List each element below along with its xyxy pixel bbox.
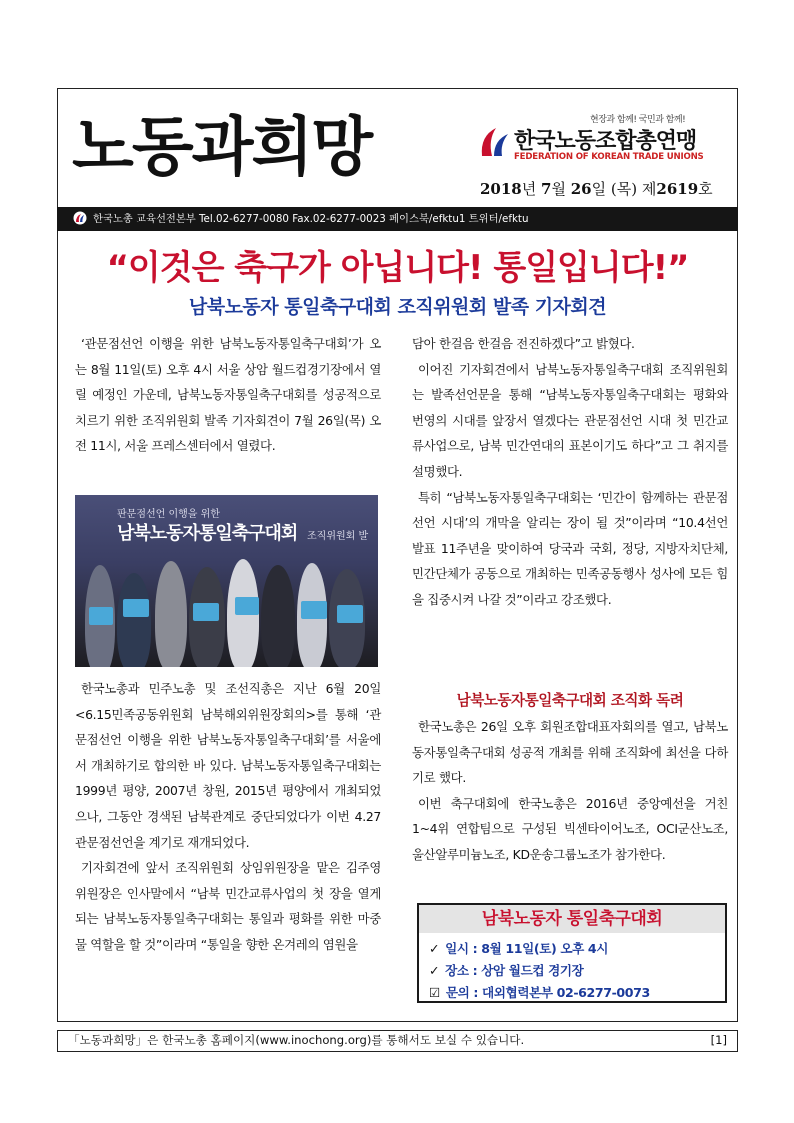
article-paragraph: 한국노총은 26일 오후 회원조합대표자회의를 열고, 남북노동자통일축구대회 성공적 개최를 위해 조직화에 최선을 다하기로 했다. <box>412 719 728 786</box>
photo-banner <box>75 505 378 545</box>
article-paragraph: ‘관문점선언 이행을 위한 남북노동자통일축구대회’가 오는 8월 11일(토) 오후 4시 서울 상암 월드컵경기장에서 열릴 예정인 가운데, 남북노동자통일축구대회를 성공적으로 치르기 위한 조직위원회 발족 기자회견이 7월 26일(목) 오전 11시, 서울 프레스센터에서 열렸다. <box>75 336 381 454</box>
event-venue-text: 장소 : 상암 월드컵 경기장 <box>445 963 584 978</box>
issue-month: 7 <box>541 180 552 198</box>
photo-sign <box>193 603 219 621</box>
article-paragraph: 한국노총과 민주노총 및 조선직총은 지난 6월 20일 <6.15민족공동위원회 남북해외위원장회의>를 통해 ‘관문점선언 이행을 위한 남북노동자통일축구대회’를 서울에서 개최하기로 합의한 바 있다. 남북노동자통일축구대회는 1999년 평양, 2007년 창원, 2015년 평양에서 개최되었으나, 그동안 경색된 남북관계로 중단되었다가 이번 4.27 관문점선언을 계기로 재개되었다. <box>75 681 381 850</box>
contact-text: 한국노총 교육선전본부 Tel.02-6277-0080 Fax.02-6277-0023 페이스북/efktu1 트위터/efktu <box>93 213 529 225</box>
event-date-text: 일시 : 8월 11일(토) 오후 4시 <box>445 941 609 956</box>
issue-year: 2018 <box>480 180 522 198</box>
check-icon: ✓ <box>429 963 440 978</box>
headline: “이것은 축구가 아닙니다! 통일입니다!” <box>106 248 689 288</box>
article-paragraph: 담아 한걸음 한걸음 전진하겠다”고 밝혔다. <box>412 336 635 351</box>
subheadline: 남북노동자 통일축구대회 조직위원회 발족 기자회견 <box>188 296 607 318</box>
subsection-body <box>412 714 728 868</box>
subsection-title: 남북노동자통일축구대회 조직화 독려 <box>456 692 684 709</box>
page-footer <box>57 1030 738 1052</box>
photo-sign <box>235 597 259 615</box>
event-info-row <box>429 960 583 979</box>
number-prefix: 제 <box>641 180 657 198</box>
article-paragraph: 이어진 기자회견에서 남북노동자통일축구대회 조직위원회는 발족선언문을 통해 “남북노동자통일축구대회는 평화와 번영의 시대를 앞장서 열겠다는 관문점선언 시대 첫 민간교류사업으로, 남북 민간연대의 표본이기도 하다”고 그 취지를 설명했다. <box>412 361 728 479</box>
contact-bar <box>57 207 738 231</box>
photo-sign <box>337 605 363 623</box>
number-suffix: 호 <box>698 180 713 198</box>
photo-banner-side: 조직위원회 발 <box>307 531 369 542</box>
photo-person <box>155 561 187 667</box>
event-contact-text: 문의 : 대외협력본부 02-6277-0073 <box>445 985 650 1000</box>
issue-weekday: (목) <box>610 180 638 198</box>
press-conference-photo <box>75 495 378 667</box>
photo-person <box>117 573 151 667</box>
event-info-row <box>429 982 650 1001</box>
article-paragraph: 이번 축구대회에 한국노총은 2016년 중앙예선을 거친 1~4위 연합팀으로 구성된 빅센타이어노조, OCI군산노조, 울산알루미늄노조, KD운송그룹노조가 참가한다. <box>412 795 728 862</box>
org-name-korean: 한국노동조합총연맹 <box>514 129 697 154</box>
article-left-top <box>75 331 381 459</box>
article-paragraph: 기자회견에 앞서 조직위원회 상임위원장을 맡은 김주영 위원장은 인사말에서 “남북 민간교류사업의 첫 장을 열게 되는 남북노동자통일축구대회는 통일과 평화를 위한 마중물 역할을 할 것”이라며 “통일을 향한 온겨레의 염원을 <box>75 860 381 952</box>
photo-sign <box>89 607 113 625</box>
org-slogan: 현장과 함께! 국민과 함께! <box>590 115 686 125</box>
photo-sign <box>301 601 327 619</box>
day-suffix: 일 <box>591 180 607 198</box>
issue-day: 26 <box>570 180 592 198</box>
photo-person <box>261 565 295 667</box>
event-info-row <box>429 938 608 957</box>
article-right <box>412 331 728 613</box>
photo-sign <box>123 599 149 617</box>
footer-text: 「노동과희망」은 한국노총 홈페이지(www.inochong.org)를 통해서도 보실 수 있습니다. <box>68 1033 525 1047</box>
check-icon: ✓ <box>429 941 440 956</box>
year-suffix: 년 <box>521 180 537 198</box>
masthead-title: 노동과희망 <box>72 110 372 185</box>
issue-dateline <box>480 178 713 199</box>
checkbox-icon: ☑ <box>429 985 440 1000</box>
article-left-bottom <box>75 676 381 958</box>
month-suffix: 월 <box>551 180 566 198</box>
event-info-box <box>417 903 727 1003</box>
fktu-mini-emblem-icon <box>73 211 87 225</box>
photo-banner-top: 판문점선언 이행을 위한 <box>117 509 220 520</box>
page-number: [1] <box>710 1033 727 1047</box>
fktu-emblem-icon <box>478 122 512 162</box>
org-name-english: FEDERATION OF KOREAN TRADE UNIONS <box>514 152 704 162</box>
event-info-title: 남북노동자 통일축구대회 <box>419 905 725 933</box>
article-paragraph: 특히 “남북노동자통일축구대회는 ‘민간이 함께하는 관문점선언 시대’의 개막을 알리는 장이 될 것”이라며 “10.4선언 발표 11주년을 맞이하여 당국과 국회, 정당, 지방자치단체, 민간단체가 공동으로 개최하는 민족공동행사 성사에 모든 힘을 집중시켜 나갈 것”이라고 강조했다. <box>412 489 728 607</box>
issue-number: 2619 <box>656 180 699 198</box>
photo-banner-big: 남북노동자통일축구대회 <box>117 523 298 544</box>
